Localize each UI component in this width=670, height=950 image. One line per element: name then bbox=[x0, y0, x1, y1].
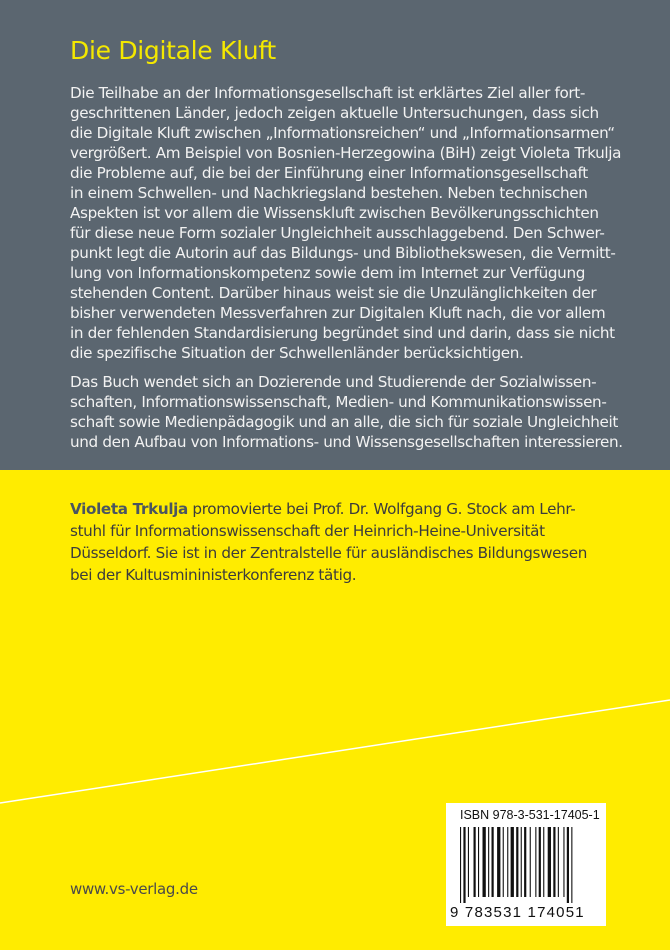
author-line-first: promovierte bei Prof. Dr. Wolfgang G. Stock am Lehr- bbox=[187, 500, 576, 518]
text-line: für diese neue Form sozialer Ungleichheit ausschlaggebend. Den Schwer- bbox=[70, 224, 605, 242]
barcode-bar bbox=[567, 827, 569, 903]
barcode-bar bbox=[524, 827, 526, 897]
barcode-bar bbox=[492, 827, 494, 897]
text-line: stehenden Content. Darüber hinaus weist sie die Unzulänglichkeiten der bbox=[70, 284, 597, 302]
barcode-bar bbox=[530, 827, 531, 897]
barcode-bar bbox=[563, 827, 564, 897]
barcode-bar bbox=[497, 827, 500, 897]
barcode-bar bbox=[548, 827, 551, 897]
text-line: und den Aufbau von Informations- und Wissensgesellschaften interessieren. bbox=[70, 433, 623, 451]
barcode-bar bbox=[553, 827, 555, 897]
text-line: punkt legt die Autorin auf das Bildungs- und Bibliothekswesen, die Vermitt- bbox=[70, 244, 616, 262]
barcode-bar bbox=[460, 827, 461, 903]
text-line: die Probleme auf, die bei der Einführung einer Informationsgesellschaft bbox=[70, 164, 588, 182]
isbn-text: ISBN 978-3-531-17405-1 bbox=[460, 808, 600, 822]
text-line: bisher verwendeten Messverfahren zur Digitalen Kluft nach, die vor allem bbox=[70, 304, 606, 322]
text-line: Düsseldorf. Sie ist in der Zentralstelle für ausländisches Bildungswesen bbox=[70, 544, 588, 562]
barcode-bar bbox=[558, 827, 559, 897]
barcode-bar bbox=[474, 827, 476, 897]
text-line: Das Buch wendet sich an Dozierende und Studierende der Sozialwissen- bbox=[70, 373, 597, 391]
barcode-bar bbox=[463, 827, 465, 903]
text-line: in der fehlenden Standardisierung begründet sind und darin, dass sie nicht bbox=[70, 324, 615, 342]
barcode-bar bbox=[516, 827, 518, 897]
publisher-website[interactable]: www.vs-verlag.de bbox=[70, 880, 198, 898]
book-title: Die Digitale Kluft bbox=[70, 36, 276, 65]
barcode-bar bbox=[503, 827, 504, 897]
text-line: in einem Schwellen- und Nachkriegsland bestehen. Neben technischen bbox=[70, 184, 588, 202]
barcode-bar bbox=[488, 827, 489, 897]
barcode-bars bbox=[458, 827, 598, 903]
text-line: geschrittenen Länder, jedoch zeigen aktuelle Untersuchungen, dass sich bbox=[70, 104, 599, 122]
barcode-bar bbox=[521, 827, 522, 897]
text-line: die Digitale Kluft zwischen „Informationsreichen“ und „Informationsarmen“ bbox=[70, 124, 615, 142]
barcode-bar bbox=[535, 827, 536, 897]
barcode-bar bbox=[478, 827, 479, 897]
barcode-bar bbox=[543, 827, 544, 897]
barcode-bar bbox=[571, 827, 572, 903]
text-line: stuhl für Informationswissenschaft der Heinrich-Heine-Universität bbox=[70, 522, 545, 540]
barcode-digits: 9 783531 174051 bbox=[450, 904, 585, 921]
text-line: vergrößert. Am Beispiel von Bosnien-Herzegowina (BiH) zeigt Violeta Trkulja bbox=[70, 144, 622, 162]
text-line: schaften, Informationswissenschaft, Medien- und Kommunikationswissen- bbox=[70, 393, 607, 411]
text-line: Aspekten ist vor allem die Wissenskluft zwischen Bevölkerungsschichten bbox=[70, 204, 599, 222]
barcode-bar bbox=[507, 827, 508, 897]
isbn-barcode bbox=[446, 803, 606, 926]
barcode-bar bbox=[483, 827, 486, 897]
text-line: lung von Informationskompetenz sowie dem im Internet zur Verfügung bbox=[70, 264, 586, 282]
barcode-bar bbox=[511, 827, 514, 897]
text-line: schaft sowie Medienpädagogik und an alle, die sich für soziale Ungleichheit bbox=[70, 413, 619, 431]
author-name: Violeta Trkulja bbox=[70, 500, 188, 518]
barcode-bar bbox=[468, 827, 469, 897]
barcode-bar bbox=[539, 827, 541, 897]
text-line: die spezifische Situation der Schwellenländer berücksichtigen. bbox=[70, 344, 524, 362]
text-line: bei der Kultusmininisterkonferenz tätig. bbox=[70, 566, 357, 584]
text-line: Die Teilhabe an der Informationsgesellschaft ist erklärtes Ziel aller fort- bbox=[70, 84, 586, 102]
